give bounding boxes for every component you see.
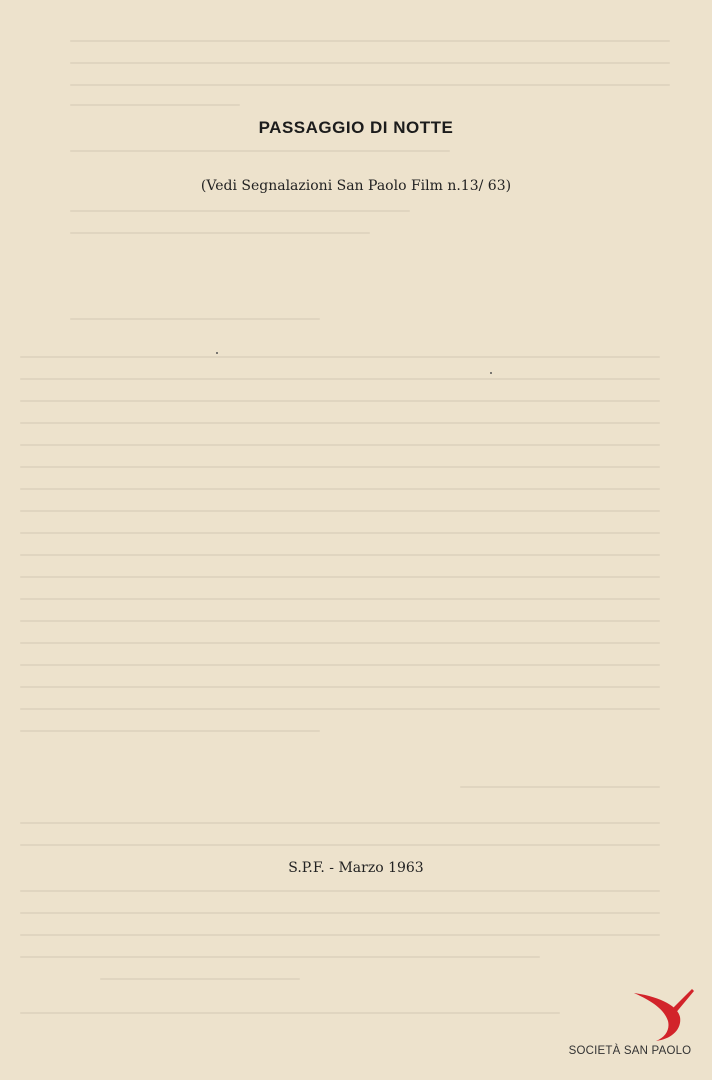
logo-text: SOCIETÀ SAN PAOLO: [568, 1045, 692, 1057]
document-subtitle: (Vedi Segnalazioni San Paolo Film n.13/ 63): [200, 178, 512, 194]
san-paolo-logo-icon: [620, 985, 700, 1047]
document-footer-date: S.P.F. - Marzo 1963: [288, 860, 424, 876]
publisher-logo: [560, 985, 700, 1065]
ink-speck: [490, 372, 492, 374]
ink-speck: [216, 352, 218, 354]
document-title: PASSAGGIO DI NOTTE: [258, 118, 454, 137]
